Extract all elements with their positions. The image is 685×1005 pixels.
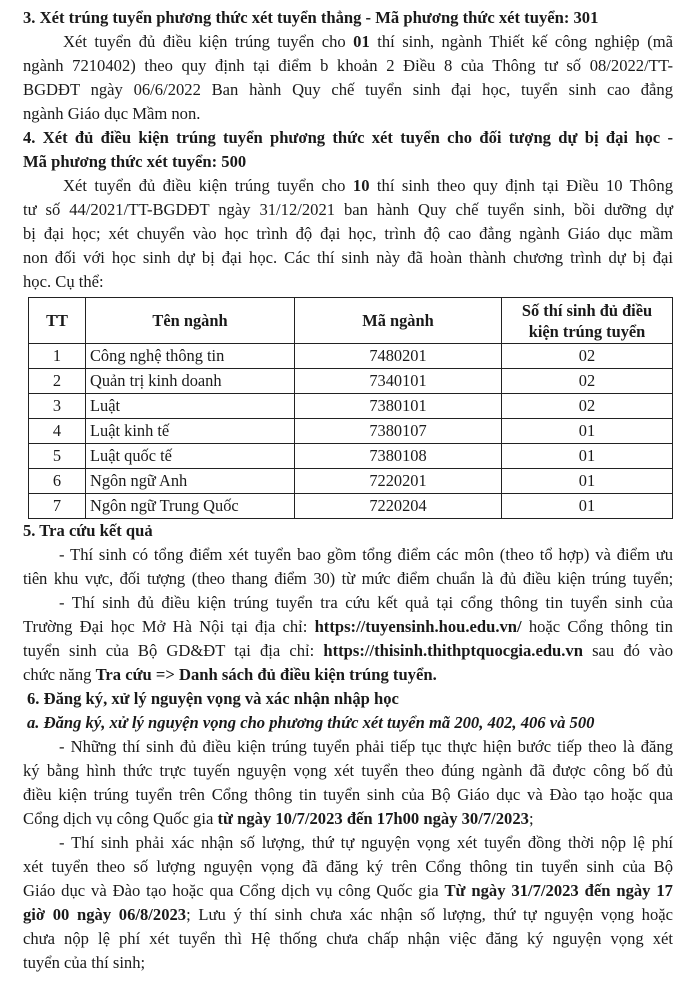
section-6a-bullet-line: - Những thí sinh đủ điều kiện trúng tuyển phải tiếp tục thực hiện bước tiếp theo là đăng: [59, 737, 673, 756]
section-3-paragraph-line: BGDĐT ngày 06/6/2022 Ban hành Quy chế tuyển sinh đại học, tuyển sinh cao đẳng: [23, 80, 673, 99]
cell-eligible-count: 01: [502, 469, 673, 494]
ministry-portal-link[interactable]: https://thisinh.thithptquocgia.edu.vn: [323, 641, 583, 660]
section-6-heading: 6. Đăng ký, xử lý nguyện vọng và xác nhận nhập học: [27, 689, 399, 708]
cell-tt: 3: [29, 394, 86, 419]
cell-major-name: Luật: [86, 394, 295, 419]
section-5-bullet-line: - Thí sinh có tổng điểm xét tuyển bao gồm tổng điểm các môn (theo tổ hợp) và điểm ưu: [59, 545, 673, 564]
cell-tt: 7: [29, 494, 86, 519]
section-4-heading: 4. Xét đủ điều kiện trúng tuyển phương thức xét tuyển cho đối tượng dự bị đại học -: [23, 128, 673, 147]
section-6a-bullet-line: giờ 00 ngày 06/8/2023; Lưu ý thí sinh chưa xác nhận số lượng, thứ tự nguyện vọng hoặc: [23, 905, 673, 924]
column-header-eligible-count: Số thí sinh đủ điều kiện trúng tuyển: [502, 298, 673, 344]
section-5-bullet-line: Trường Đại học Mở Hà Nội tại địa chỉ: https://tuyensinh.hou.edu.vn/ hoặc Cổng thông tin: [23, 617, 673, 636]
cell-major-code: 7380108: [295, 444, 502, 469]
admissions-portal-link[interactable]: https://tuyensinh.hou.edu.vn/: [314, 617, 522, 636]
section-6a-bullet-line: xét tuyển theo số lượng nguyện vọng đã đăng ký trên Cổng thông tin tuyển sinh của Bộ: [23, 857, 673, 876]
cell-major-name: Công nghệ thông tin: [86, 344, 295, 369]
cell-tt: 1: [29, 344, 86, 369]
cell-major-name: Quản trị kinh doanh: [86, 369, 295, 394]
cell-tt: 6: [29, 469, 86, 494]
cell-tt: 4: [29, 419, 86, 444]
column-header-major-code: Mã ngành: [295, 298, 502, 344]
cell-major-code: 7380101: [295, 394, 502, 419]
cell-major-name: Ngôn ngữ Trung Quốc: [86, 494, 295, 519]
cell-major-code: 7380107: [295, 419, 502, 444]
cell-major-code: 7220201: [295, 469, 502, 494]
section-6a-subheading: a. Đăng ký, xử lý nguyện vọng cho phương thức xét tuyển mã 200, 402, 406 và 500: [27, 713, 595, 732]
section-4-paragraph-line: Xét tuyển đủ điều kiện trúng tuyển cho 10 thí sinh theo quy định tại Điều 10 Thông: [63, 176, 673, 195]
table-row: [29, 469, 673, 494]
table-row: [29, 444, 673, 469]
cell-major-name: Luật quốc tế: [86, 444, 295, 469]
section-4-paragraph-line: tư số 44/2021/TT-BGDĐT ngày 31/12/2021 ban hành Quy chế tuyển sinh, bồi dưỡng dự: [23, 200, 673, 219]
table-row: [29, 369, 673, 394]
cell-eligible-count: 01: [502, 494, 673, 519]
cell-major-code: 7480201: [295, 344, 502, 369]
table-row: [29, 344, 673, 369]
cell-major-code: 7340101: [295, 369, 502, 394]
table-row: [29, 394, 673, 419]
section-6a-bullet-line: Giáo dục và Đào tạo hoặc qua Cổng dịch vụ công Quốc gia Từ ngày 31/7/2023 đến ngày 17: [23, 881, 673, 900]
cell-major-name: Luật kinh tế: [86, 419, 295, 444]
section-3-paragraph-line: Xét tuyển đủ điều kiện trúng tuyển cho 01 thí sinh, ngành Thiết kế công nghiệp (mã: [63, 32, 673, 51]
section-5-bullet-line: tiên khu vực, đối tượng (theo thang điểm 30) từ mức điểm chuẩn là đủ điều kiện trúng tuyển;: [23, 569, 673, 588]
section-5-heading: 5. Tra cứu kết quả: [23, 521, 153, 540]
section-6a-bullet-line: chưa nộp lệ phí xét tuyển thì Hệ thống chưa chấp nhận việc đăng ký nguyện vọng xét: [23, 929, 673, 948]
cell-eligible-count: 02: [502, 369, 673, 394]
section-3-paragraph-line: ngành 7210402) theo quy định tại điểm b khoản 2 Điều 8 của Thông tư số 08/2022/TT-: [23, 56, 673, 75]
section-4-paragraph-line: bị đại học; xét chuyển vào học trình độ đại học, trình độ cao đẳng ngành Giáo dục mầm: [23, 224, 673, 243]
section-3-paragraph-line: ngành Giáo dục Mầm non.: [23, 104, 201, 123]
cell-eligible-count: 02: [502, 394, 673, 419]
cell-major-name: Ngôn ngữ Anh: [86, 469, 295, 494]
table-header-row: [29, 298, 673, 344]
cell-tt: 5: [29, 444, 86, 469]
section-3-heading: 3. Xét trúng tuyển phương thức xét tuyển thẳng - Mã phương thức xét tuyển: 301: [23, 8, 599, 27]
section-4-paragraph-line: non đối với học sinh dự bị đại học. Các thí sinh này đã hoàn thành chương trình dự bị đại: [23, 248, 673, 267]
cell-eligible-count: 01: [502, 444, 673, 469]
section-5-bullet-line: - Thí sinh đủ điều kiện trúng tuyển tra cứu kết quả tại cổng thông tin tuyển sinh của: [59, 593, 673, 612]
section-6a-bullet-line: ký bằng hình thức trực tuyến nguyện vọng xét tuyển theo đúng ngành đã được công bố đủ: [23, 761, 673, 780]
section-6a-bullet-line: điều kiện trúng tuyển trên Cổng thông tin tuyển sinh của Bộ Giáo dục và Đào tạo hoặc qua: [23, 785, 673, 804]
section-4-paragraph-line: học. Cụ thể:: [23, 272, 104, 291]
column-header-major-name: Tên ngành: [86, 298, 295, 344]
section-6a-bullet-line: tuyển của thí sinh;: [23, 953, 146, 972]
cell-eligible-count: 01: [502, 419, 673, 444]
section-5-bullet-line: chức năng Tra cứu => Danh sách đủ điều kiện trúng tuyển.: [23, 665, 437, 684]
column-header-tt: TT: [29, 298, 86, 344]
section-6a-bullet-line: Cổng dịch vụ công Quốc gia từ ngày 10/7/2023 đến 17h00 ngày 30/7/2023;: [23, 809, 534, 828]
section-5-bullet-line: tuyển sinh của Bộ GD&ĐT tại địa chỉ: https://thisinh.thithptquocgia.edu.vn sau đó vào: [23, 641, 673, 660]
table-row: [29, 419, 673, 444]
majors-table: [28, 297, 673, 519]
section-6a-bullet-line: - Thí sinh phải xác nhận số lượng, thứ tự nguyện vọng xét tuyển đồng thời nộp lệ phí: [59, 833, 673, 852]
cell-tt: 2: [29, 369, 86, 394]
cell-eligible-count: 02: [502, 344, 673, 369]
section-4-heading: Mã phương thức xét tuyển: 500: [23, 152, 247, 171]
table-row: [29, 494, 673, 519]
cell-major-code: 7220204: [295, 494, 502, 519]
